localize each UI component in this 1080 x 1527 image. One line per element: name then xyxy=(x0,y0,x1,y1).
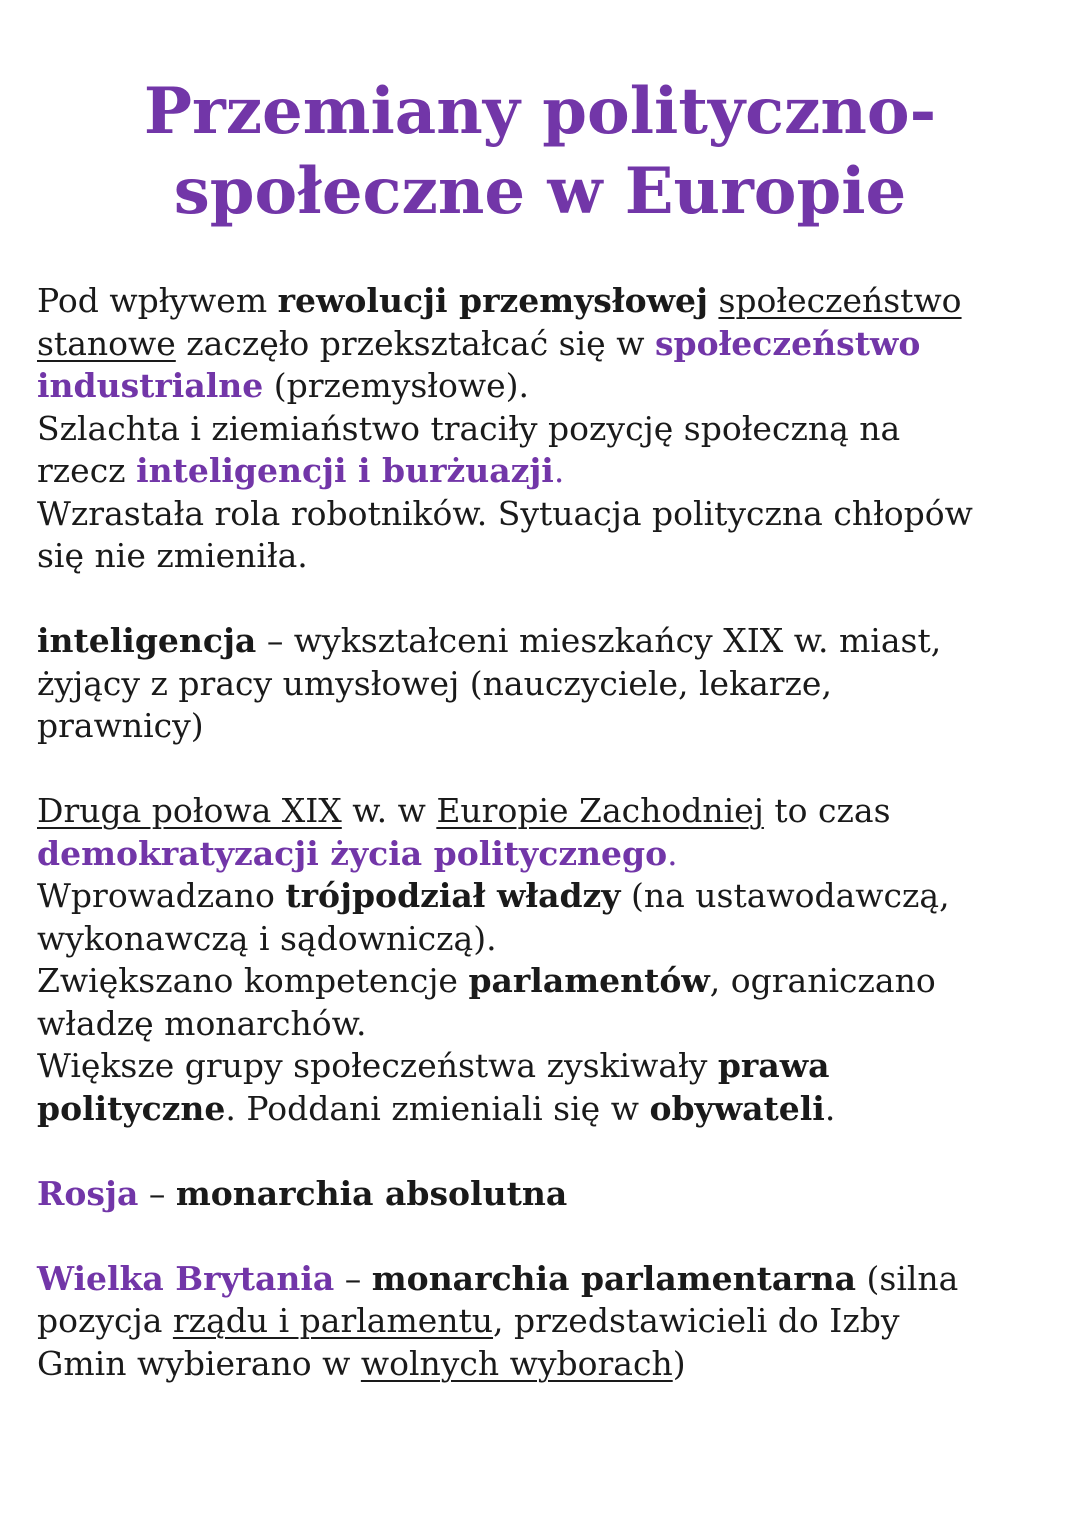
highlighted-term: industrialne xyxy=(37,366,264,405)
text-span: pozycja xyxy=(37,1301,173,1340)
bold-term: trójpodział władzy xyxy=(285,876,621,915)
text-span: Zwiększano kompetencje xyxy=(37,961,469,1000)
text-line xyxy=(37,1088,1047,1131)
bold-term: polityczne xyxy=(37,1088,226,1128)
highlighted-term: demokratyzacji życia politycznego xyxy=(37,833,668,873)
underlined-term: Europie Zachodniej xyxy=(436,791,764,830)
text-span: , przedstawicieli do Izby xyxy=(493,1301,900,1340)
text-line xyxy=(37,1258,1047,1301)
text-line xyxy=(37,365,1047,408)
underlined-term: społeczeństwo xyxy=(718,281,962,320)
text-span: (na ustawodawczą, xyxy=(620,876,950,915)
text-line: Szlachta i ziemiaństwo traciły pozycję społeczną na xyxy=(37,408,901,448)
page-title xyxy=(0,72,1080,232)
country-name: Rosja xyxy=(37,1173,139,1213)
text-line xyxy=(37,280,1047,323)
bold-term: obywateli xyxy=(649,1088,825,1128)
text-span: Gmin wybierano w xyxy=(37,1343,361,1383)
underlined-term: rządu i parlamentu xyxy=(172,1301,494,1340)
text-span: . xyxy=(824,1088,836,1128)
paragraph-russia xyxy=(37,1173,1047,1216)
paragraph-great-britain xyxy=(37,1258,1047,1386)
text-line: żyjący z pracy umysłowej (nauczyciele, lekarze, xyxy=(37,663,832,703)
text-span: to czas xyxy=(763,791,891,830)
political-system: monarchia absolutna xyxy=(175,1173,568,1213)
text-line xyxy=(37,960,1047,1003)
text-span xyxy=(708,281,719,320)
text-line xyxy=(37,450,1047,493)
bold-term: parlamentów xyxy=(468,961,710,1000)
text-line: Wzrastała rola robotników. Sytuacja polityczna chłopów xyxy=(37,493,973,533)
text-line xyxy=(37,620,1047,663)
bold-term: rewolucji przemysłowej xyxy=(277,281,708,320)
paragraph-democratization xyxy=(37,790,1047,1130)
text-span: . xyxy=(553,451,565,490)
text-span: , ograniczano xyxy=(709,961,936,1000)
text-line: wykonawczą i sądowniczą). xyxy=(37,918,497,958)
text-span: (silna xyxy=(856,1258,959,1298)
text-span: w. w xyxy=(341,791,437,830)
text-span: Wprowadzano xyxy=(37,876,286,915)
text-line xyxy=(37,790,1047,833)
paragraph-social-change xyxy=(37,280,1047,578)
text-line xyxy=(37,1045,1047,1088)
text-span: – xyxy=(334,1258,372,1298)
highlighted-term: inteligencji i burżuazji xyxy=(136,451,554,490)
text-line xyxy=(37,833,1047,876)
text-line xyxy=(37,1300,1047,1343)
text-line: władzę monarchów. xyxy=(37,1003,367,1043)
document-body xyxy=(37,280,1047,1428)
title-line-1: Przemiany polityczno- xyxy=(143,74,937,149)
text-line xyxy=(37,1173,1047,1216)
underlined-term: wolnych wyborach xyxy=(360,1343,673,1383)
defined-term: inteligencja xyxy=(37,621,257,660)
text-line: się nie zmieniła. xyxy=(37,536,308,575)
text-span: zaczęło przekształcać się w xyxy=(175,323,655,363)
underlined-term: stanowe xyxy=(37,323,176,363)
text-span: rzecz xyxy=(37,451,137,490)
text-line xyxy=(37,1343,1047,1386)
bold-term: prawa xyxy=(717,1046,830,1085)
text-span: (przemysłowe). xyxy=(263,366,530,405)
text-line: prawnicy) xyxy=(37,706,204,745)
title-line-2: społeczne w Europie xyxy=(173,154,907,229)
country-name: Wielka Brytania xyxy=(37,1258,335,1298)
political-system: monarchia parlamentarna xyxy=(371,1258,857,1298)
text-span: Większe grupy społeczeństwa zyskiwały xyxy=(37,1046,718,1085)
underlined-term: Druga połowa XIX xyxy=(37,791,342,830)
paragraph-definition xyxy=(37,620,1047,748)
text-span: – xyxy=(138,1173,176,1213)
text-span: . Poddani zmieniali się w xyxy=(225,1088,650,1128)
text-line xyxy=(37,323,1047,366)
highlighted-term: społeczeństwo xyxy=(654,323,921,363)
text-span: Pod wpływem xyxy=(37,281,278,320)
text-line xyxy=(37,875,1047,918)
text-span: – wykształceni mieszkańcy XIX w. miast, xyxy=(256,621,942,660)
text-span: ) xyxy=(672,1343,686,1383)
text-span: . xyxy=(667,833,678,873)
